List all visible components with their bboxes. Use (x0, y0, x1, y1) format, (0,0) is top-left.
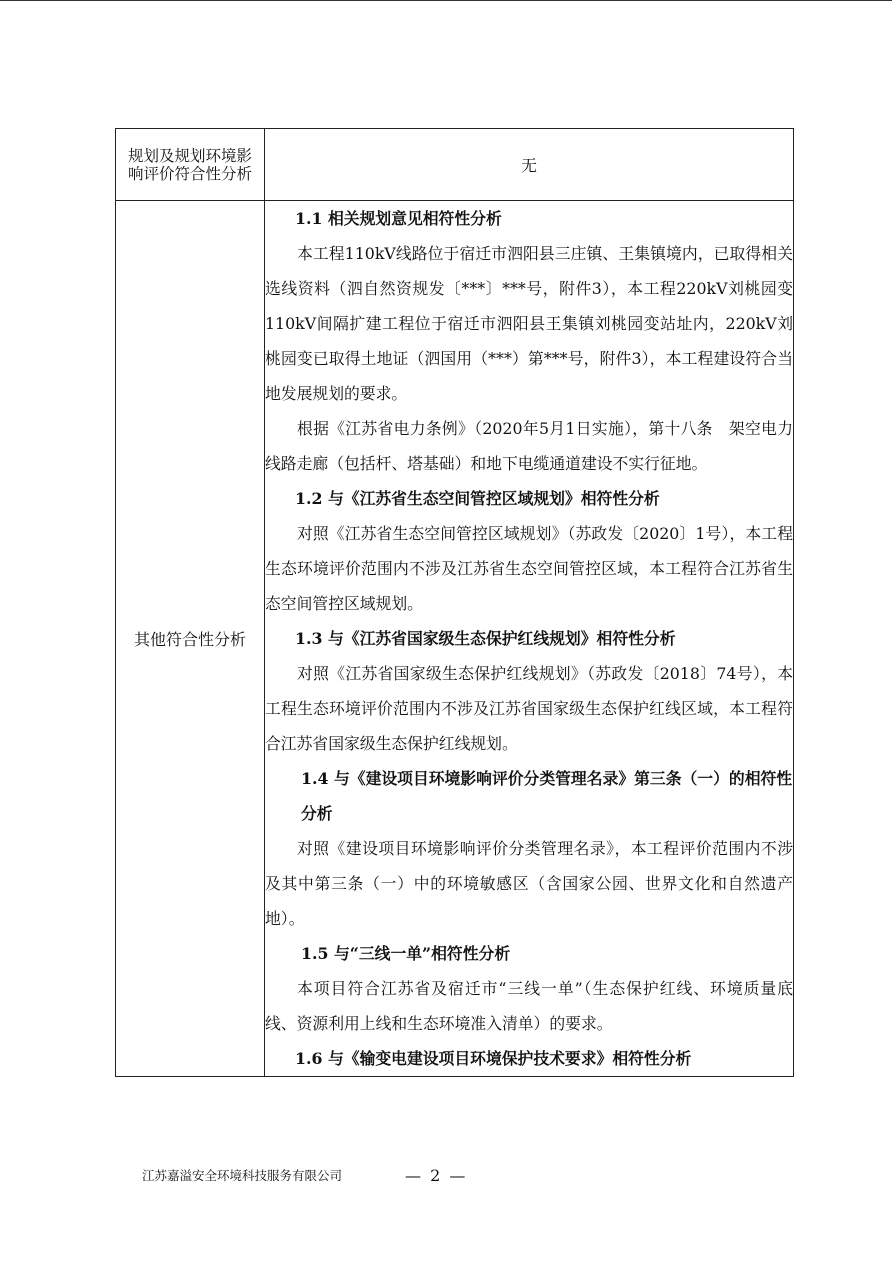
section-heading-1-5: 1.5 与“三线一单”相符性分析 (301, 944, 511, 963)
section-1-1-paragraph-1: 本工程110kV线路位于宿迁市泗阳县三庄镇、王集镇境内，已取得相关选线资料（泗自然资规发〔***〕***号，附件3），本工程220kV刘桃园变110kV间隔扩建工程位于宿迁市泗阳县王集镇刘桃园变站址内，220kV刘桃园变已取得土地证（泗国用（***）第***号，附件3），本工程建设符合当地发展规划的要求。 (265, 244, 793, 403)
top-border-line (0, 0, 892, 1)
planning-compliance-value: 无 (265, 129, 794, 201)
section-heading-1-6: 1.6 与《输变电建设项目环境保护技术要求》相符性分析 (295, 1049, 692, 1068)
section-1-2-paragraph-1: 对照《江苏省生态空间管控区域规划》（苏政发〔2020〕1号），本工程生态环境评价范围内不涉及江苏省生态空间管控区域，本工程符合江苏省生态空间管控区域规划。 (265, 524, 793, 613)
other-compliance-content (265, 201, 794, 1077)
planning-compliance-label: 规划及规划环境影响评价符合性分析 (127, 146, 252, 183)
compliance-table (115, 128, 794, 1077)
section-heading-1-1: 1.1 相关规划意见相符性分析 (295, 209, 502, 228)
other-compliance-label: 其他符合性分析 (116, 201, 265, 1077)
section-1-3-paragraph-1: 对照《江苏省国家级生态保护红线规划》（苏政发〔2018〕74号），本工程生态环境评价范围内不涉及江苏省国家级生态保护红线区域，本工程符合江苏省国家级生态保护红线规划。 (265, 664, 793, 753)
section-heading-1-2: 1.2 与《江苏省生态空间管控区域规划》相符性分析 (295, 489, 660, 508)
table-row (116, 201, 794, 1077)
section-heading-1-4: 1.4 与《建设项目环境影响评价分类管理名录》第三条（一）的相符性分析 (301, 769, 793, 823)
section-1-5-paragraph-1: 本项目符合江苏省及宿迁市“三线一单”（生态保护红线、环境质量底线、资源利用上线和生态环境准入清单）的要求。 (265, 979, 793, 1033)
planning-compliance-label-cell (116, 129, 265, 201)
page-number: — 2 — (405, 1166, 468, 1185)
section-heading-1-3: 1.3 与《江苏省国家级生态保护红线规划》相符性分析 (295, 629, 676, 648)
footer-company-name: 江苏嘉溢安全环境科技服务有限公司 (142, 1168, 343, 1183)
section-1-4-paragraph-1: 对照《建设项目环境影响评价分类管理名录》，本工程评价范围内不涉及其中第三条（一）中的环境敏感区（含国家公园、世界文化和自然遗产地）。 (265, 839, 793, 928)
section-1-1-paragraph-2: 根据《江苏省电力条例》（2020年5月1日实施），第十八条 架空电力线路走廊（包括杆、塔基础）和地下电缆通道建设不实行征地。 (265, 419, 793, 473)
table-row (116, 129, 794, 201)
